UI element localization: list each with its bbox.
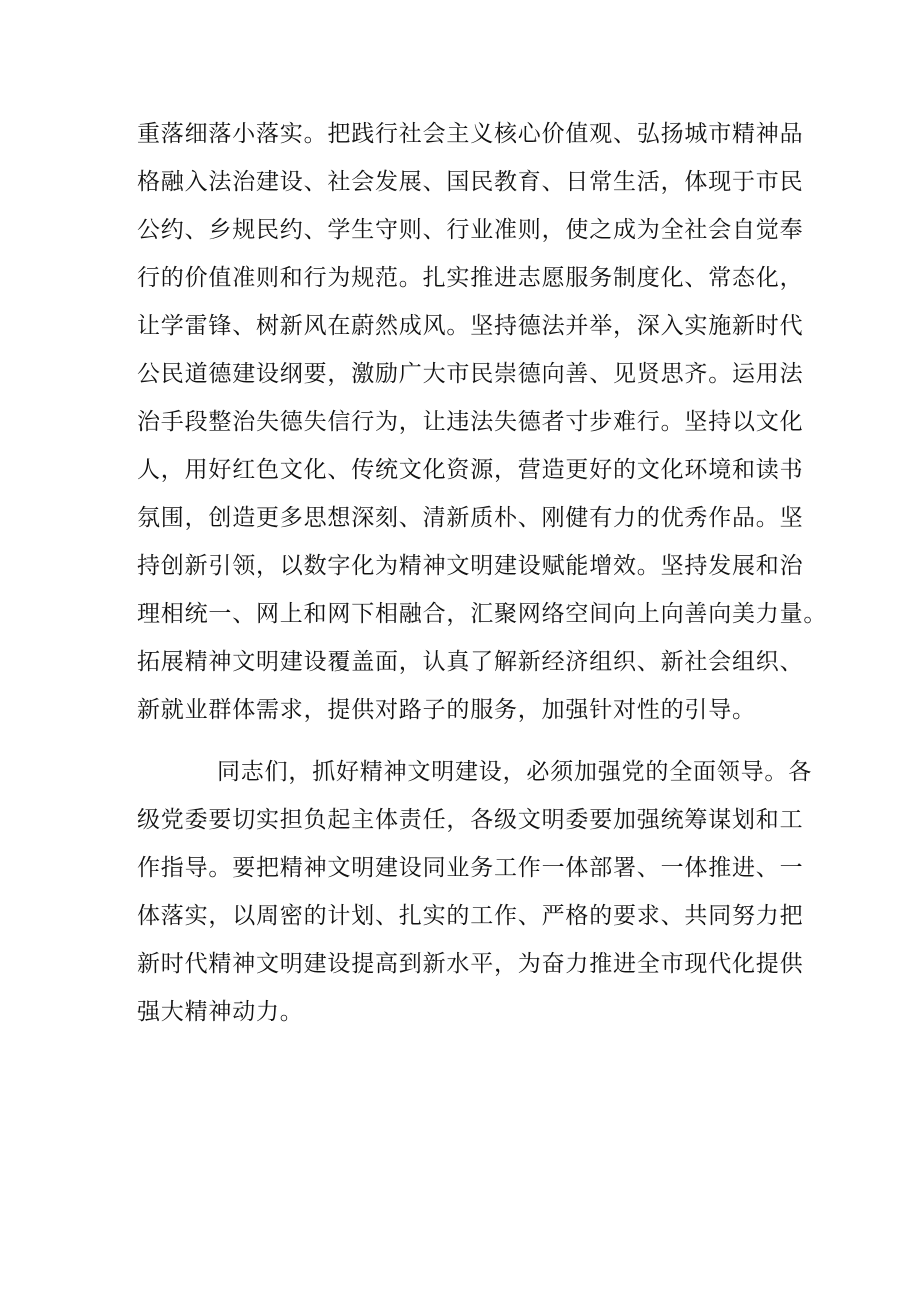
paragraph-line: 行的价值准则和行为规范。扎实推进志愿服务制度化、常态化，: [137, 265, 804, 291]
paragraph-line: 体落实，以周密的计划、扎实的工作、严格的要求、共同努力把: [137, 903, 804, 929]
paragraph-line: 重落细落小落实。把践行社会主义核心价值观、弘扬城市精神品: [137, 121, 804, 147]
paragraph-line: 格融入法治建设、社会发展、国民教育、日常生活，体现于市民: [137, 169, 804, 195]
paragraph-line: 新时代精神文明建设提高到新水平，为奋力推进全市现代化提供: [137, 951, 804, 977]
paragraph-line: 人，用好红色文化、传统文化资源，营造更好的文化环境和读书: [137, 457, 804, 483]
paragraph-line: 理相统一、网上和网下相融合，汇聚网络空间向上向善向美力量。: [137, 601, 828, 627]
paragraph-line: 拓展精神文明建设覆盖面，认真了解新经济组织、新社会组织、: [137, 649, 804, 675]
paragraph-line: 治手段整治失德失信行为，让违法失德者寸步难行。坚持以文化: [137, 409, 804, 435]
paragraph-line: 氛围，创造更多思想深刻、清新质朴、刚健有力的优秀作品。坚: [137, 505, 804, 531]
paragraph-line: 新就业群体需求，提供对路子的服务，加强针对性的引导。: [137, 697, 756, 723]
paragraph-line: 让学雷锋、树新风在蔚然成风。坚持德法并举，深入实施新时代: [137, 313, 804, 339]
paragraph-line: 持创新引领，以数字化为精神文明建设赋能增效。坚持发展和治: [137, 553, 804, 579]
paragraph-line: 级党委要切实担负起主体责任，各级文明委要加强统筹谋划和工: [137, 807, 804, 833]
paragraph-line: 同志们，抓好精神文明建设，必须加强党的全面领导。各: [217, 759, 812, 785]
paragraph-line: 公约、乡规民约、学生守则、行业准则，使之成为全社会自觉奉: [137, 217, 804, 243]
paragraph-1: [137, 110, 828, 734]
paragraph-2: [137, 748, 817, 1036]
paragraph-line: 强大精神动力。: [137, 999, 304, 1025]
paragraph-line: 公民道德建设纲要，激励广大市民崇德向善、见贤思齐。运用法: [137, 361, 804, 387]
paragraph-line: 作指导。要把精神文明建设同业务工作一体部署、一体推进、一: [137, 855, 804, 881]
